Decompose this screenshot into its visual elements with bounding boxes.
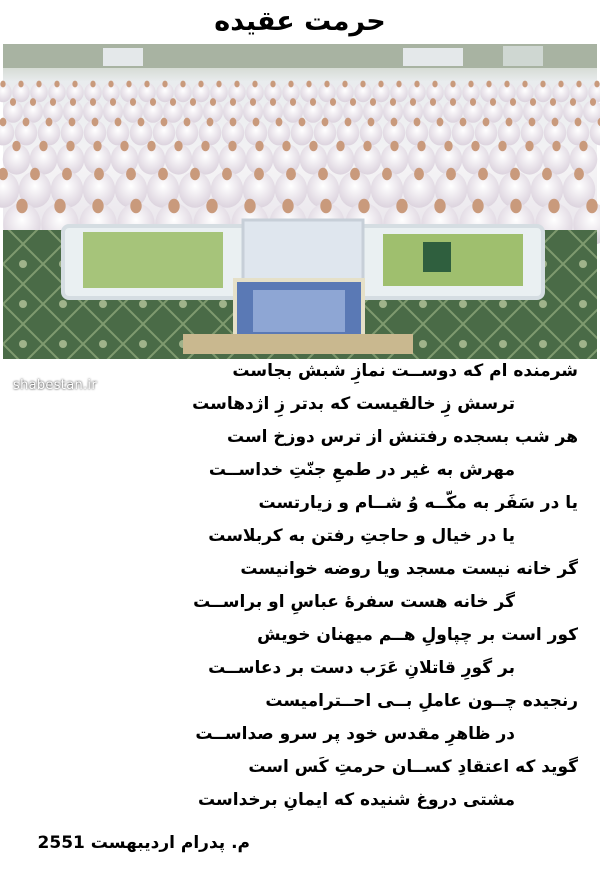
poem-line: کور است بر چپاولِ هــم میهنان خویش [257, 625, 578, 645]
poem-signature: م. پدرام اردیبهست 2551 [37, 833, 250, 853]
poem-line: مهرش به غیر در طمعِ جنّتِ خداســت [208, 460, 515, 480]
ceremony-illustration [3, 44, 597, 359]
poem-line: یا در خیال و حاجتِ رفتن به کربلاست [208, 526, 515, 546]
poem-line: بر گورِ قاتلانِ عَرَب دست بر دعاســت [208, 658, 515, 678]
poem-line: گر خانه نیست مسجد ویا روضه خوانیست [240, 559, 578, 579]
poem-line: گر خانه هست سفرۀ عباسِ او براســت [193, 592, 515, 612]
poem-line: گوید که اعتقادِ کســان حرمتِ کَس است [248, 757, 578, 777]
poem-line: یا در سَفَر به مکّــه وُ شــام و زیارتست [258, 493, 578, 513]
poem-line: مشتی دروغ شنیده که ایمانِ برخداست [198, 790, 515, 810]
page-title: حرمت عقیده [214, 6, 386, 37]
poem-line: شرمنده ام که دوســت نمازِ شبش بجاست [232, 361, 578, 381]
poem-line: هر شب بسجده رفتنش از ترس دوزخ است [226, 427, 578, 447]
poem-line: ترسش زِ خالقیست که بدتر زِ اژدهاست [192, 394, 515, 414]
poem-line: رنجیده چــون عاملِ بــی احــترامیست [265, 691, 578, 711]
poem-line: در ظاهرِ مقدس خود پر سرو صداســت [195, 724, 515, 744]
watermark: shabestan.ir [13, 378, 97, 393]
